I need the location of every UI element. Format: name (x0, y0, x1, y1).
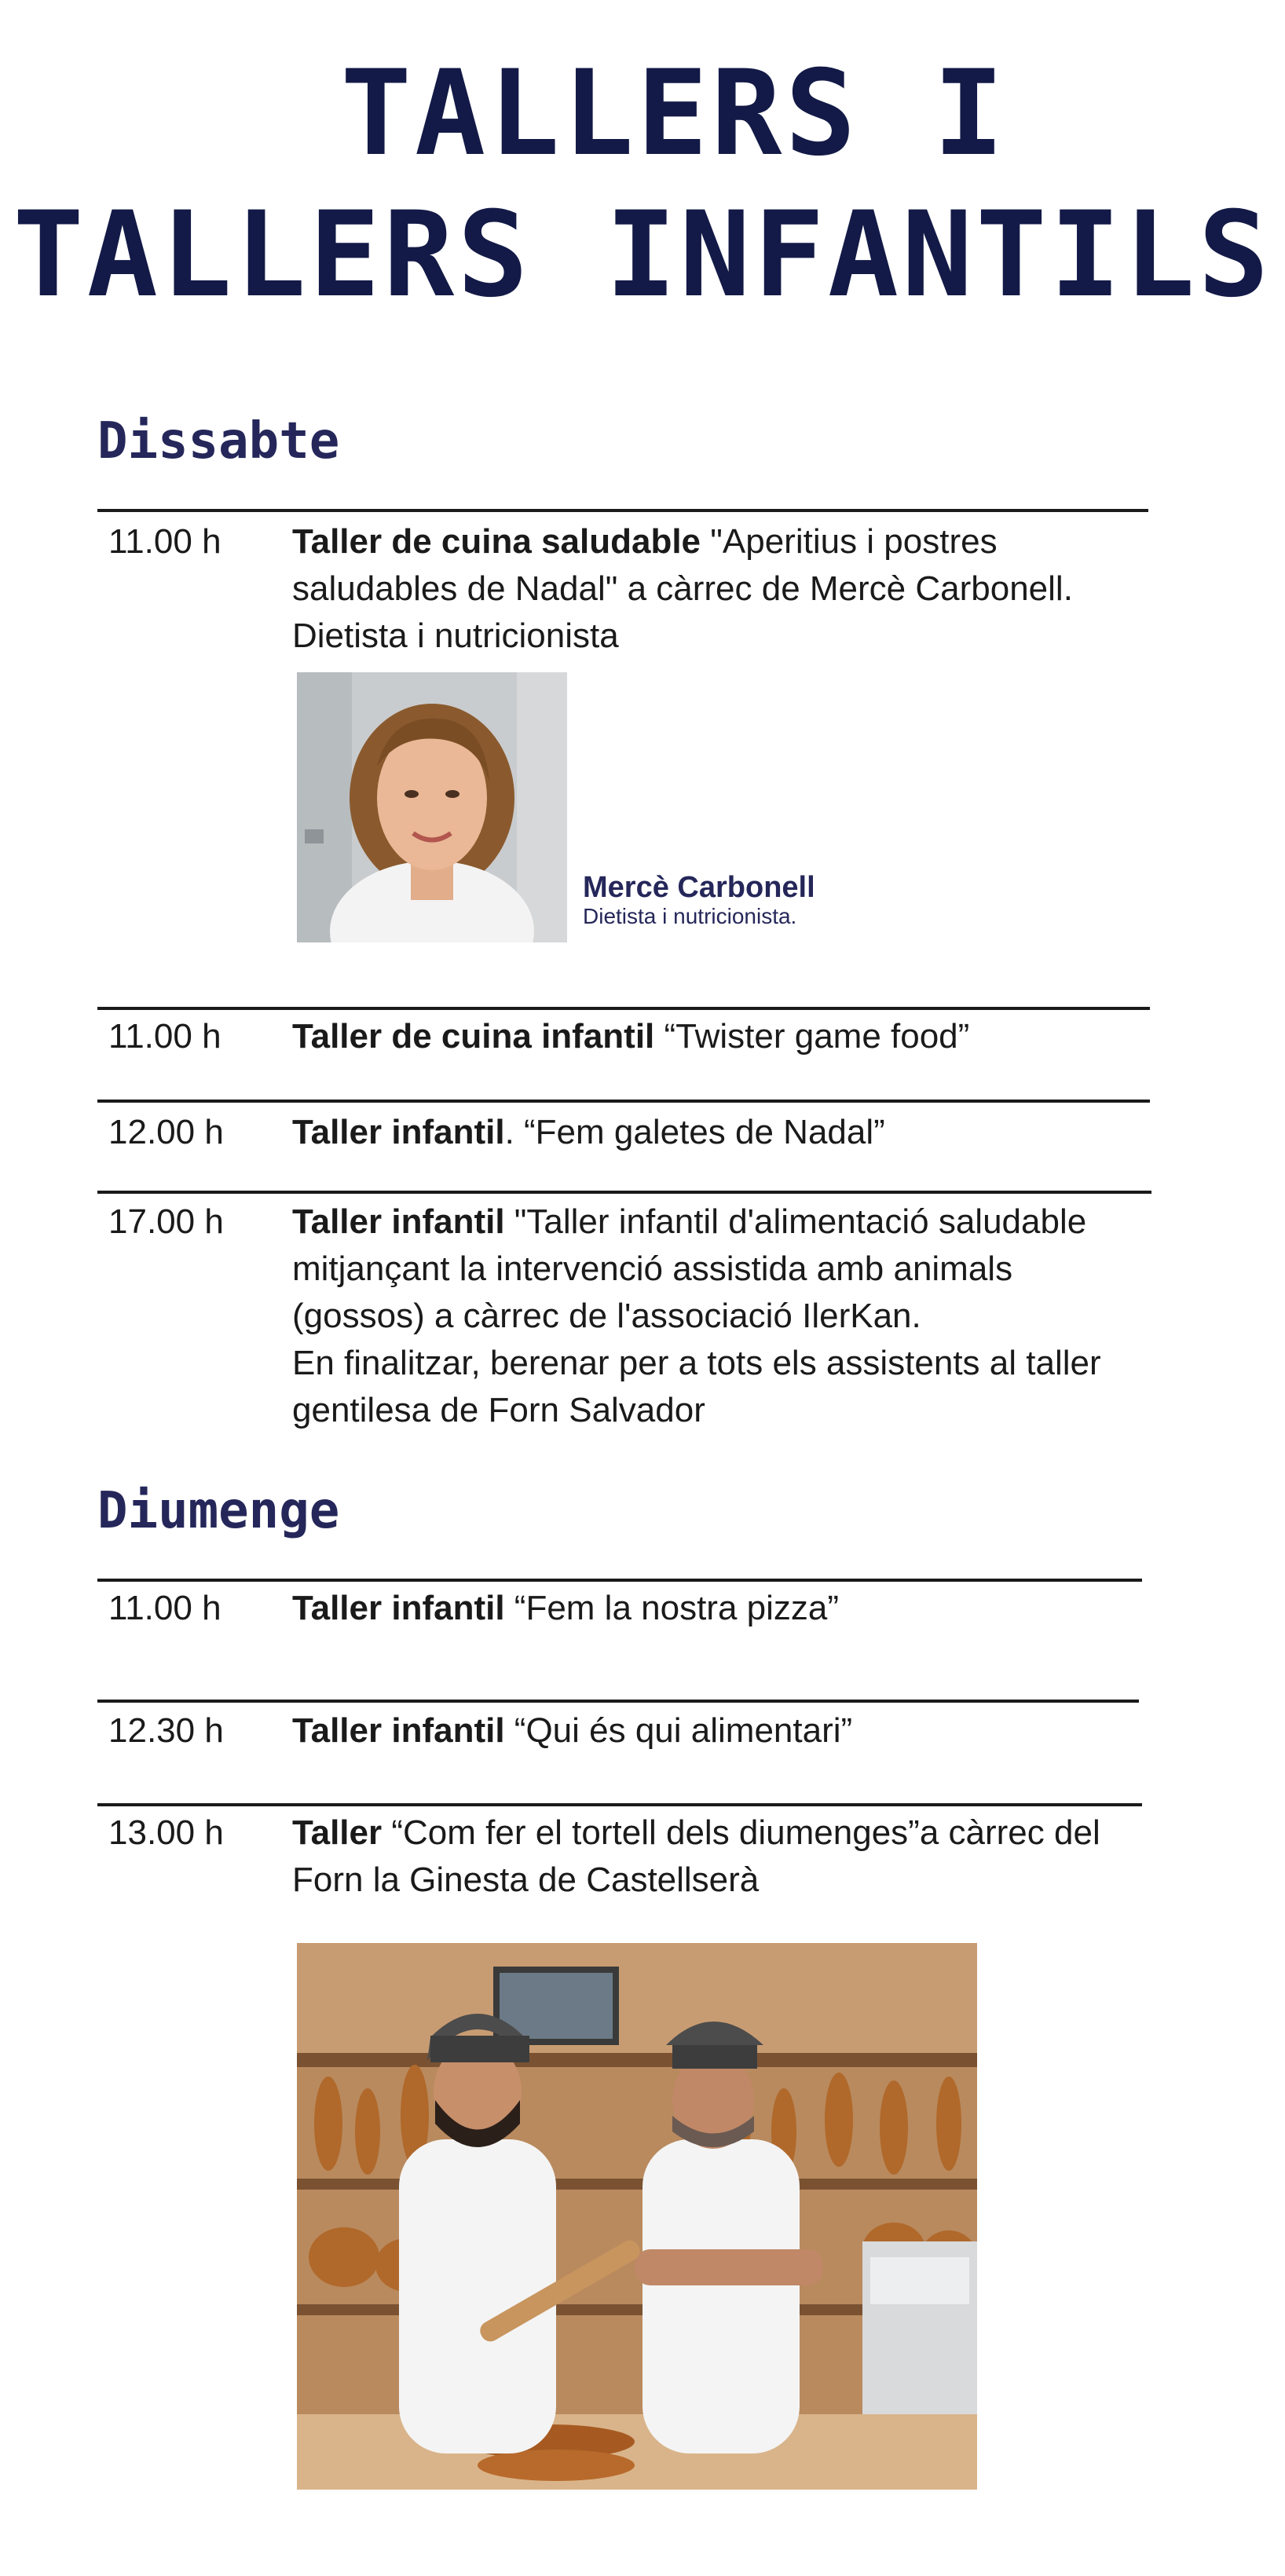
event-time: 17.00 h (108, 1202, 224, 1241)
event-detail: “Twister game food” (654, 1017, 970, 1056)
event-time: 11.00 h (108, 522, 221, 561)
divider (97, 1007, 1150, 1010)
page-title-line-2: TALLERS INFANTILS (13, 187, 1272, 324)
event-detail: . “Fem galetes de Nadal” (504, 1113, 885, 1151)
page-title-line-1: TALLERS I (340, 46, 1008, 182)
photo-bakers (297, 1943, 977, 2490)
event-detail: “Qui és qui alimentari” (504, 1711, 853, 1750)
event-detail: “Com fer el tortell dels diumenges”a càrrec del Forn la Ginesta de Castellserà (292, 1813, 1100, 1899)
event-title: Taller infantil (292, 1711, 505, 1750)
event-description (292, 1109, 1156, 1156)
event-time: 11.00 h (108, 1589, 221, 1627)
event-time: 12.30 h (108, 1711, 224, 1750)
event-time: 12.00 h (108, 1113, 224, 1151)
event-time: 11.00 h (108, 1017, 221, 1056)
bakery-image (297, 1943, 977, 2490)
event-detail-extra: En finalitzar, berenar per a tots els assistents al taller gentilesa de Forn Salvador (292, 1344, 1101, 1429)
event-description (292, 1585, 1156, 1632)
event-title: Taller infantil (292, 1589, 505, 1627)
photo-caption-name: Mercè Carbonell (583, 871, 815, 904)
divider (97, 1579, 1142, 1582)
photo-merce-carbonell (297, 672, 567, 942)
divider (97, 509, 1148, 512)
event-detail: "Taller infantil d'alimentació saludable mitjançant la intervenció assistida amb animals (gossos) a càrrec de l'associació IlerKan. (292, 1202, 1087, 1335)
divider (97, 1191, 1151, 1194)
event-detail: "Aperitius i postres saludables de Nadal" a càrrec de Mercè Carbonell. Dietista i nutricionista (292, 522, 1073, 655)
portrait-image (297, 672, 567, 942)
event-description (292, 1809, 1148, 1904)
event-description (292, 1013, 1156, 1060)
event-time: 13.00 h (108, 1813, 224, 1852)
event-detail: “Fem la nostra pizza” (504, 1589, 840, 1627)
event-title: Taller infantil (292, 1113, 505, 1151)
photo-caption-role: Dietista i nutricionista. (583, 904, 797, 928)
event-title: Taller de cuina infantil (292, 1017, 655, 1056)
event-description (292, 1198, 1148, 1434)
divider (97, 1100, 1150, 1103)
event-title: Taller (292, 1813, 383, 1852)
event-description (292, 518, 1156, 660)
divider (97, 1700, 1139, 1703)
event-title: Taller de cuina saludable (292, 522, 701, 561)
event-title: Taller infantil (292, 1202, 505, 1241)
day-heading-sunday: Diumenge (97, 1482, 340, 1540)
divider (97, 1803, 1142, 1806)
event-description (292, 1707, 1156, 1755)
day-heading-saturday: Dissabte (97, 412, 340, 470)
